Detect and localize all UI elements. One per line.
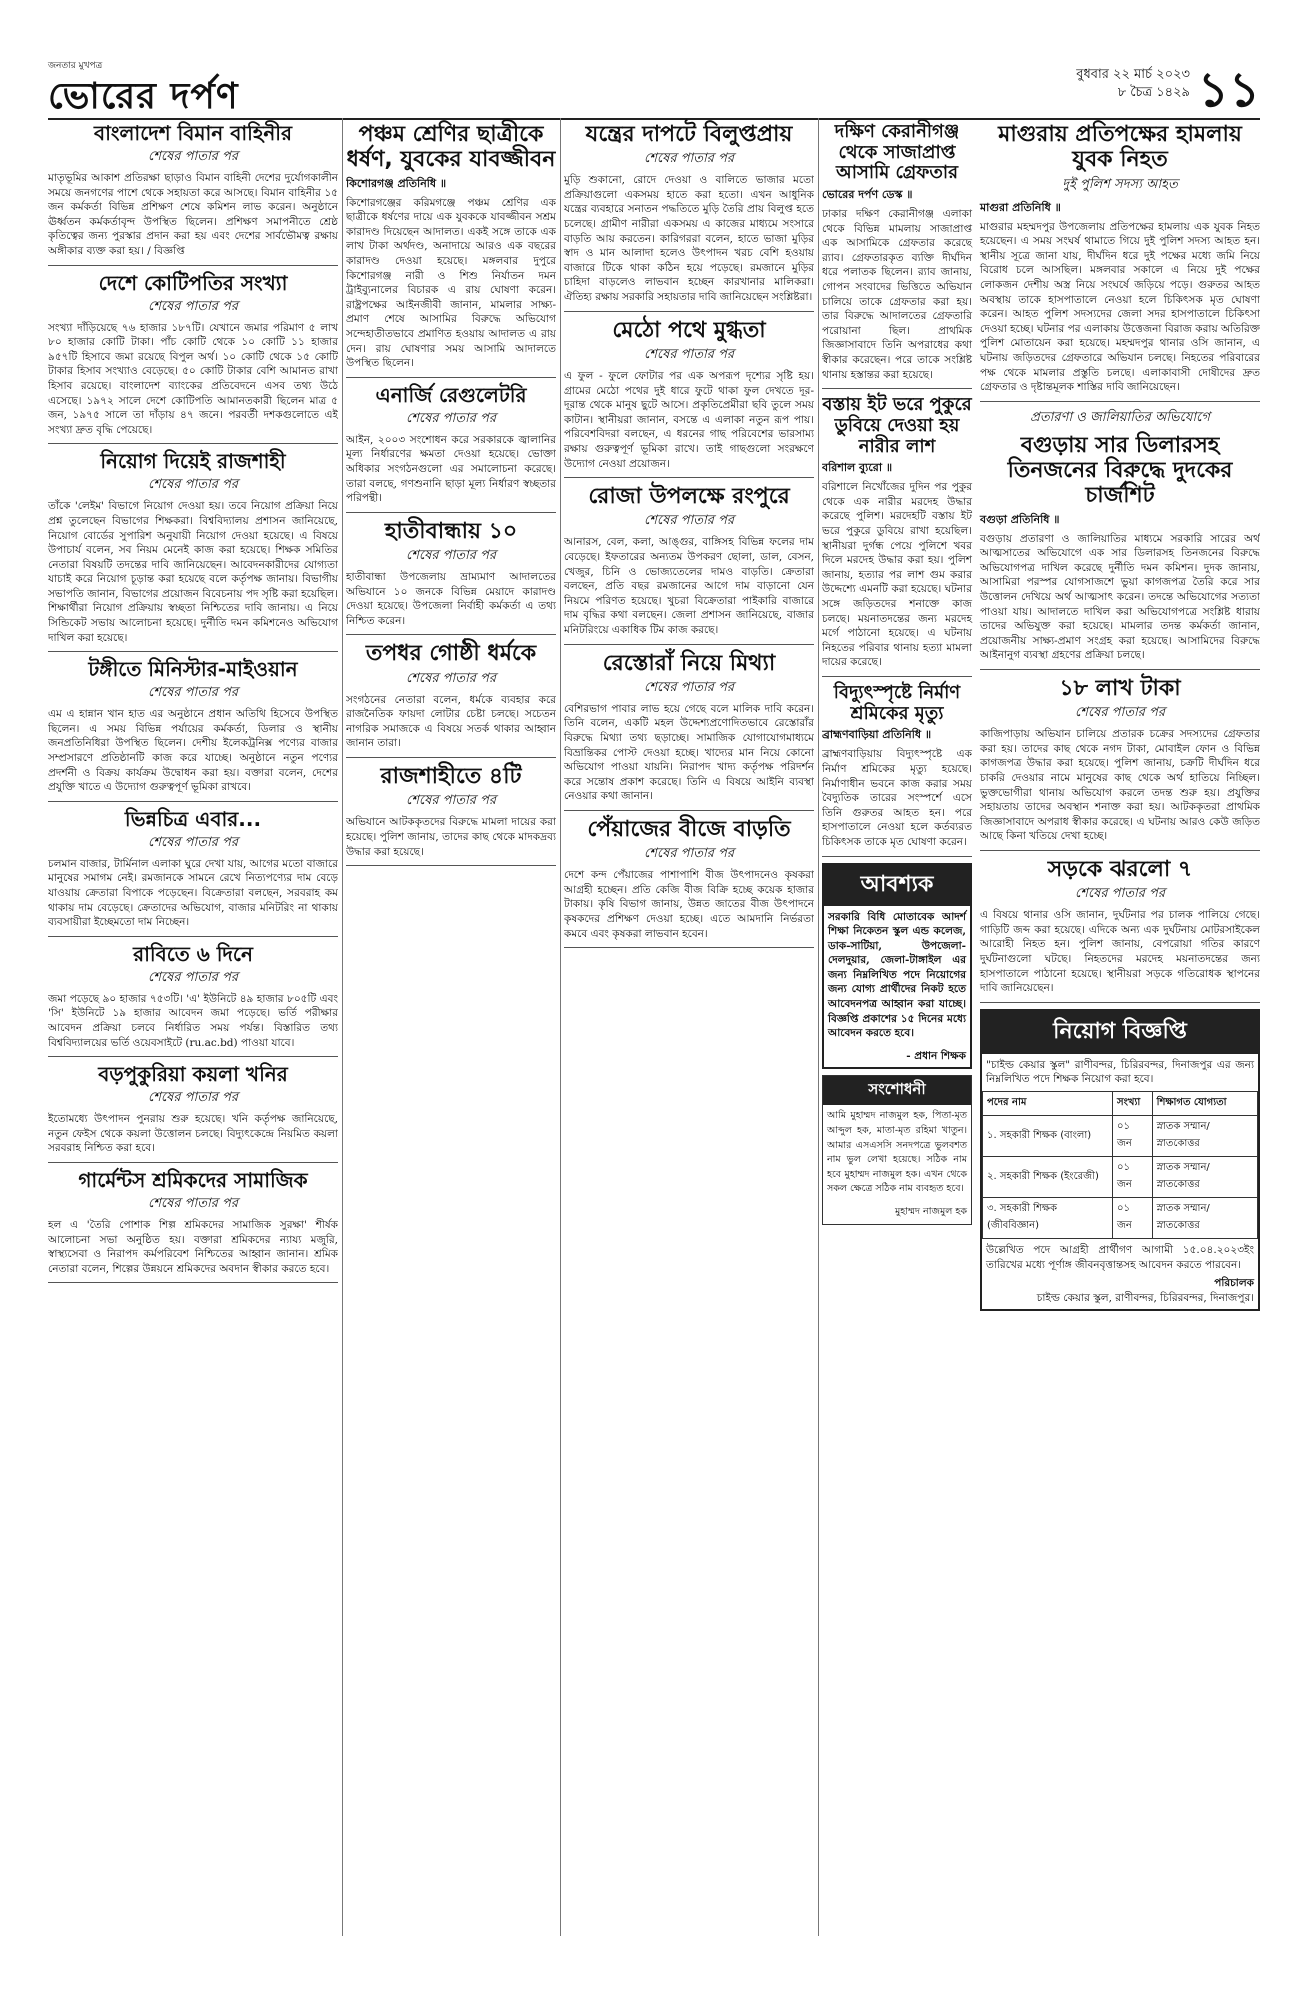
article-headline: রাজশাহীতে ৪টি	[380, 764, 522, 790]
article-continued: শেষের পাতার পর	[643, 346, 735, 362]
article-body: ঢাকার দক্ষিণ কেরানীগঞ্জ এলাকা থেকে বিভিন্ন মামলায় সাজাপ্রাপ্ত এক আসামিকে গ্রেফতার করেছে র‍্যাব। গ্রেফতারকৃত ব্যক্তি দীর্ঘদিন ধরে পলাতক ছিলেন। র‍্যাব জানায়, গোপন সংবাদের ভিত্তিতে অভিযান চালিয়ে তাকে গ্রেফতার করা হয়। তার বিরুদ্ধে আদালতের গ্রেফতারি পরোয়ানা ছিল। প্রাথমিক জিজ্ঞাসাবাদে তিনি অপরাধের কথা স্বীকার করেছেন। পরে তাকে সংশ্লিষ্ট থানায় হস্তান্তর করা হয়েছে।	[822, 208, 972, 381]
tagline: জনতার মুখপত্র	[48, 61, 103, 71]
article	[980, 122, 1260, 402]
article-headline: বাংলাদেশ বিমান বাহিনীর	[93, 121, 293, 145]
article	[48, 122, 338, 266]
article-headline: মাগুরায় প্রতিপক্ষের হামলায় যুবক নিহত	[998, 122, 1242, 173]
article-continued: শেষের পাতার পর	[1074, 705, 1166, 721]
article-body: ইতোমধ্যে উৎপাদন পুনরায় শুরু হয়েছে। খনি কর্তৃপক্ষ জানিয়েছে, নতুন ফেইস থেকে কয়লা উত্তোলন চলছে। বিদ্যুৎকেন্দ্রে নিয়মিত কয়লা সরবরাহ নিশ্চিত করা হবে।	[48, 1113, 338, 1155]
article-headline: দেশে কোটিপতির সংখ্যা	[98, 270, 288, 295]
table-row	[983, 1157, 1258, 1198]
table-cell: স্নাতক সম্মান/ স্নাতকোত্তর	[1152, 1157, 1257, 1198]
article-body: বেশিরভাগ পাবার লাভ হয়ে গেছে বলে মালিক দাবি করেন। তিনি বলেন, একটি মহল উদ্দেশ্যপ্রণোদিতভাবে রেস্তোরাঁর বিরুদ্ধে মিথ্যা তথ্য ছড়াচ্ছে। সামাজিক যোগাযোগমাধ্যমে বিভ্রান্তিকর পোস্ট দেওয়া হচ্ছে। খাদ্যের মান নিয়ে কোনো অভিযোগ পাওয়া যায়নি। নিরাপদ খাদ্য কর্তৃপক্ষ পরিদর্শন করে সন্তোষ প্রকাশ করেছে। তিনি এ বিষয়ে আইনি ব্যবস্থা নেওয়ার কথা জানান।	[564, 702, 814, 803]
article	[564, 122, 814, 312]
article-body: এ বিষয়ে থানার ওসি জানান, দুর্ঘটনার পর চালক পালিয়ে গেছে। গাড়িটি জব্দ করা হয়েছে। এদিকে অন্য এক দুর্ঘটনায় মোটরসাইকেল আরোহী নিহত হন। পুলিশ জানায়, বেপরোয়া গতির কারণে দুর্ঘটনাগুলো ঘটছে। নিহতদের মরদেহ ময়নাতদন্তের জন্য হাসপাতালে পাঠানো হয়েছে। স্থানীয়রা সড়কে গতিরোধক স্থাপনের দাবি জানিয়েছেন।	[980, 909, 1260, 995]
table-cell: ২. সহকারী শিক্ষক (ইংরেজী)	[983, 1157, 1113, 1198]
classified-signature: - প্রধান শিক্ষক	[906, 1049, 966, 1062]
notice-intro: "চাইল্ড কেয়ার স্কুল" রাণীবন্দর, চিরিরবন্দর, দিনাজপুর এর জন্য নিম্নলিখিত পদে শিক্ষক নিয়োগ করা হবে।	[986, 1058, 1254, 1086]
article-continued: শেষের পাতার পর	[147, 969, 239, 985]
article-continued: শেষের পাতার পর	[147, 685, 239, 701]
article-body: হাতীবান্ধা উপজেলায় ভ্রাম্যমাণ আদালতের অভিযানে ১০ জনকে বিভিন্ন মেয়াদে কারাদণ্ড দেওয়া হয়েছে। উপজেলা নির্বাহী কর্মকর্তা এ তথ্য নিশ্চিত করেন।	[346, 570, 556, 627]
correction-body: আমি মুহাম্মদ নাজমুল হক, পিতা-মৃত আব্দুল হক, মাতা-মৃত রহিমা খাতুন। আমার এসএসসি সনদপত্রে ভুলবশত নাম ভুল লেখা হয়েছে। সঠিক নাম হবে মুহাম্মদ নাজমুল হক। এখন থেকে সকল ক্ষেত্রে সঠিক নাম ব্যবহৃত হবে।	[827, 1110, 967, 1195]
recruitment-notice	[980, 1009, 1260, 1312]
article-continued: শেষের পাতার পর	[147, 1090, 239, 1106]
article	[822, 122, 972, 389]
column-3	[564, 118, 814, 1936]
article-headline: তপধর গোষ্ঠী ধর্মকে	[365, 641, 537, 667]
table-cell: স্নাতক সম্মান/ স্নাতকোত্তর	[1152, 1198, 1257, 1239]
article-headline: এনার্জি রেগুলেটরি	[375, 382, 527, 407]
article-body: বগুড়ায় প্রতারণা ও জালিয়াতির মাধ্যমে সরকারি সারের অর্থ আত্মসাতের অভিযোগে এক সার ডিলারসহ তিনজনের বিরুদ্ধে অভিযোগপত্র দাখিল করেছে দুর্নীতি দমন কমিশন। দুদক জানায়, আসামিরা পরস্পর যোগসাজশে ভুয়া কাগজপত্র তৈরি করে সার উত্তোলন দেখিয়ে অর্থ আত্মসাৎ করেন। তদন্তে অভিযোগের সত্যতা পাওয়া যায়। আদালতে দাখিল করা অভিযোগপত্রে সংশ্লিষ্ট ধারায় তাদের অভিযুক্ত করা হয়েছে। মামলার তদন্ত কর্মকর্তা জানান, প্রয়োজনীয় সাক্ষ্য-প্রমাণ সংগ্রহ করা হয়েছে। আসামিদের বিরুদ্ধে আইনানুগ ব্যবস্থা গ্রহণের প্রক্রিয়া চলছে।	[980, 532, 1260, 662]
article-continued: শেষের পাতার পর	[147, 1195, 239, 1211]
article-body: আনারস, বেল, কলা, আঙ্গুর, বাঙ্গিসহ বিভিন্ন ফলের দাম বেড়েছে। ইফতারের অন্যতম উপকরণ ছোলা, ডাল, বেসন, খেজুর, চিনি ও ভোজ্যতেলের দামও বাড়তি। ক্রেতারা বলছেন, প্রতি বছর রমজানের আগে দাম বাড়ানো যেন নিয়মে পরিণত হয়েছে। খুচরা বিক্রেতারা পাইকারি বাজারে দাম বৃদ্ধির কথা বলছেন। জেলা প্রশাসন জানিয়েছে, বাজার মনিটরিংয়ে একাধিক টিম কাজ করছে।	[564, 536, 814, 636]
article-continued: শেষের পাতার পর	[405, 547, 497, 563]
article	[48, 808, 338, 937]
article-body: বরিশালে নিখোঁজের দুদিন পর পুকুর থেকে এক নারীর মরদেহ উদ্ধার করেছে পুলিশ। মরদেহটি বস্তায় ইট ভরে পুকুরে ডুবিয়ে রাখা হয়েছিল। স্থানীয়রা দুর্গন্ধ পেয়ে পুলিশে খবর দিলে মরদেহ উদ্ধার করা হয়। পুলিশ জানায়, হত্যার পর লাশ গুম করার উদ্দেশ্যে এমনটি করা হয়েছে। ঘটনার সঙ্গে জড়িতদের শনাক্তে কাজ চলছে। ময়নাতদন্তের জন্য মরদেহ মর্গে পাঠানো হয়েছে। এ ঘটনায় নিহতের পরিবার থানায় হত্যা মামলা দায়ের করেছে।	[822, 481, 972, 669]
article-body: অভিযানে আটককৃতদের বিরুদ্ধে মামলা দায়ের করা হয়েছে। পুলিশ জানায়, তাদের কাছ থেকে মাদকদ্রব্য উদ্ধার করা হয়েছে।	[346, 816, 556, 858]
article-continued: শেষের পাতার পর	[643, 679, 735, 695]
article-continued: শেষের পাতার পর	[1074, 886, 1166, 902]
table-header: সংখ্যা	[1112, 1092, 1152, 1116]
article-body: হল এ 'তৈরি পোশাক শিল্প শ্রমিকদের সামাজিক সুরক্ষা' শীর্ষক আলোচনা সভা অনুষ্ঠিত হয়। বক্তারা শ্রমিকদের ন্যায্য মজুরি, স্বাস্থ্যসেবা ও নিরাপদ কর্মপরিবেশ নিশ্চিতের আহ্বান জানান। শ্রমিক নেতারা বলেন, শিল্পের উন্নয়নে শ্রমিকদের অবদান স্বীকার করতে হবে।	[48, 1218, 338, 1275]
article-byline: বরিশাল ব্যুরো ॥	[822, 461, 893, 475]
article-body: তাঁকে 'লেইম' বিভাগে নিয়োগ দেওয়া হয়। তবে নিয়োগ প্রক্রিয়া নিয়ে প্রশ্ন তুলেছেন বিভাগের শিক্ষকরা। বিশ্ববিদ্যালয় প্রশাসন জানিয়েছে, নিয়োগ বোর্ডের সুপারিশ অনুযায়ী নিয়োগ দেওয়া হয়েছে। এ বিষয়ে উপাচার্য বলেন, সব নিয়ম মেনেই কাজ করা হয়েছে। শিক্ষক সমিতির নেতারা বিষয়টি তদন্তের দাবি জানিয়েছেন। আবেদনকারীদের যোগ্যতা যাচাই করে নিয়োগ চূড়ান্ত করা হয়েছে বলে কর্তৃপক্ষ জানায়। বিভাগীয় সভাপতি জানান, বিভাগের প্রয়োজন বিবেচনায় পদ সৃষ্টি করা হয়েছিল। শিক্ষার্থীরা নিয়োগ প্রক্রিয়ায় স্বচ্ছতা নিশ্চিতের দাবি জানায়। এ নিয়ে সিন্ডিকেট সভায় আলোচনা হয়েছে। দুর্নীতি দমন কমিশনেও অভিযোগ দাখিল করা হয়েছে।	[48, 500, 338, 644]
column-4-left	[822, 118, 972, 1225]
article-headline: পঞ্চম শ্রেণির ছাত্রীকে ধর্ষণ, যুবকের যাবজ্জীবন	[346, 122, 556, 173]
article-body: সংগঠনের নেতারা বলেন, ধর্মকে ব্যবহার করে রাজনৈতিক ফায়দা লোটার চেষ্টা চলছে। সচেতন নাগরিক সমাজকে এ বিষয়ে সতর্ক থাকার আহ্বান জানান তারা।	[346, 693, 556, 750]
article-continued: শেষের পাতার পর	[405, 670, 497, 686]
article-continued: শেষের পাতার পর	[643, 151, 735, 167]
article	[980, 676, 1260, 851]
column-1	[48, 118, 338, 1936]
notice-signatory-address: চাইল্ড কেয়ার স্কুল, রাণীবন্দর, চিরিরবন্দর, দিনাজপুর।	[1036, 1291, 1254, 1304]
article-headline: রাবিতে ৬ দিনে	[133, 941, 253, 966]
table-cell: ০১ জন	[1112, 1198, 1152, 1239]
notice-title: নিয়োগ বিজ্ঞপ্তি	[982, 1011, 1258, 1054]
table-row	[983, 1116, 1258, 1157]
table-header-row	[983, 1092, 1258, 1116]
article-body: এ ফুল - ফুলে ফোটার পর এক অপরূপ দৃশ্যের সৃষ্টি হয়। গ্রামের মেঠো পথের দুই ধারে ফুটে থাকা ফুল দেখতে দূর-দূরান্ত থেকে মানুষ ছুটে আসে। প্রকৃতিপ্রেমীরা ছবি তুলে সময় কাটান। স্থানীয়রা জানান, বসন্তে এ এলাকা নতুন রূপ পায়। পরিবেশবিদরা বলছেন, এ ধরনের গাছ পরিবেশের ভারসাম্য রক্ষায় গুরুত্বপূর্ণ ভূমিকা রাখে। তাই গাছগুলো সংরক্ষণে উদ্যোগ নেওয়া প্রয়োজন।	[564, 369, 814, 470]
table-cell: ৩. সহকারী শিক্ষক (জীববিজ্ঞান)	[983, 1198, 1113, 1239]
classified-title: আবশ্যক	[824, 865, 970, 906]
article-headline: ভিন্নচিত্র এবার...	[124, 806, 262, 831]
article	[980, 408, 1260, 670]
article-body: সংখ্যা দাঁড়িয়েছে ৭৬ হাজার ১৮৭টি। যেখানে জমার পরিমাণ ৫ লাখ ৮০ হাজার কোটি টাকা। পাঁচ কোটি থেকে ১০ কোটি ১১ হাজার ৯৫৭টি হিসাবে জমা রয়েছে বিপুল অর্থ। ১০ কোটি থেকে ১৫ কোটি টাকার হিসাব সংখ্যাও বেড়েছে। ৫০ কোটি টাকার বেশি আমানত রাখা হিসাব রয়েছে। বাংলাদেশ ব্যাংকের প্রতিবেদনে এসব তথ্য উঠে এসেছে। ১৯৭২ সালে দেশে কোটিপতি আমানতকারী ছিলেন মাত্র ৫ জন, ১৯৭৫ সালে তা দাঁড়ায় ৪৭ জনে। পরবর্তী দশকগুলোতে এই সংখ্যা দ্রুত বৃদ্ধি পেয়েছে।	[48, 321, 338, 436]
article-headline: বিদ্যুৎস্পৃষ্টে নির্মাণ শ্রমিকের মৃত্যু	[833, 681, 961, 724]
article-headline: ১৮ লাখ টাকা	[1059, 675, 1181, 701]
article-continued: শেষের পাতার পর	[147, 477, 239, 493]
column-divider	[818, 118, 819, 1936]
article-continued: শেষের পাতার পর	[405, 793, 497, 809]
masthead	[48, 58, 1260, 120]
article-headline: পেঁয়াজের বীজে বাড়তি	[587, 817, 791, 842]
article-headline: মেঠো পথে মুগ্ধতা	[612, 317, 766, 343]
table-cell: ১. সহকারী শিক্ষক (বাংলা)	[983, 1116, 1113, 1157]
article-headline: সড়কে ঝরলো ৭	[1047, 857, 1193, 882]
column-divider	[342, 118, 343, 1936]
article	[346, 519, 556, 636]
article-headline: যন্ত্রের দাপটে বিলুপ্তপ্রায়	[585, 122, 793, 147]
date-bengali: ৮ চৈত্র ১৪২৯	[1117, 85, 1190, 100]
article-body: এম এ হান্নান খান হাত এর অনুষ্ঠানে প্রধান অতিথি হিসেবে উপস্থিত ছিলেন। এ সময় বিভিন্ন পর্যায়ের কর্মকর্তা, ডিলার ও স্থানীয় জনপ্রতিনিধিরা উপস্থিত ছিলেন। দেশীয় ইলেকট্রনিক্স পণ্যের বাজার সম্প্রসারণে প্রতিষ্ঠানটি কাজ করে যাচ্ছে। অনুষ্ঠানে নতুন পণ্যের প্রদর্শনী ও বিক্রয় কার্যক্রম উদ্বোধন করা হয়। বক্তারা বলেন, দেশের প্রযুক্তি খাতে এ উদ্যোগ গুরুত্বপূর্ণ ভূমিকা রাখবে।	[48, 708, 338, 794]
article	[980, 857, 1260, 1003]
column-4	[822, 118, 1260, 1936]
article-continued: শেষের পাতার পর	[643, 846, 735, 862]
article-headline: বস্তায় ইট ভরে পুকুরে ডুবিয়ে দেওয়া হয় নারীর লাশ	[822, 394, 972, 457]
article-body: মুড়ি শুকানো, রোদে দেওয়া ও বালিতে ভাজার মতো প্রক্রিয়াগুলো একসময় হাতে করা হতো। এখন আধুনিক যন্ত্রের ব্যবহারে সনাতন পদ্ধতিতে মুড়ি তৈরি প্রায় বিলুপ্ত হতে চলেছে। গ্রামীণ নারীরা একসময় এ কাজের মাধ্যমে সংসারে বাড়তি আয় করতেন। কারিগররা বলেন, হাতে ভাজা মুড়ির স্বাদ ও মান আলাদা হলেও উৎপাদন খরচ বেশি হওয়ায় বাজারে টিকে থাকা কঠিন হয়ে পড়েছে। রমজানে মুড়ির চাহিদা বাড়লেও লাভবান হচ্ছেন কারখানার মালিকরা। ঐতিহ্য রক্ষায় সরকারি সহায়তার দাবি জানিয়েছেন সংশ্লিষ্টরা।	[564, 174, 814, 304]
article-body: মাগুরার মহম্মদপুর উপজেলায় প্রতিপক্ষের হামলায় এক যুবক নিহত হয়েছেন। এ সময় সংঘর্ষ থামাতে গিয়ে দুই পুলিশ সদস্য আহত হন। স্থানীয় সূত্রে জানা যায়, দীর্ঘদিন ধরে দুই পক্ষের মধ্যে জমি নিয়ে বিরোধ চলে আসছিল। মঙ্গলবার সকালে এ নিয়ে দুই পক্ষের লোকজন দেশীয় অস্ত্র নিয়ে সংঘর্ষে জড়িয়ে পড়ে। গুরুতর আহত অবস্থায় তাকে হাসপাতালে নেওয়া হলে চিকিৎসক মৃত ঘোষণা করেন। আহত পুলিশ সদস্যদের জেলা সদর হাসপাতালে চিকিৎসা দেওয়া হচ্ছে। ঘটনার পর এলাকায় উত্তেজনা বিরাজ করায় অতিরিক্ত পুলিশ মোতায়েন করা হয়েছে। মহম্মদপুর থানার ওসি জানান, এ ঘটনায় জড়িতদের গ্রেফতারে অভিযান চলছে। নিহতের পরিবারের পক্ষ থেকে মামলার প্রস্তুতি চলছে। এলাকাবাসী দোষীদের দ্রুত গ্রেফতার ও দৃষ্টান্তমূলক শাস্তির দাবি জানিয়েছেন।	[980, 220, 1260, 394]
classified-body: সরকারি বিধি মোতাবেক আদর্শ শিক্ষা নিকেতন স্কুল এন্ড কলেজ, ডাক-সাটিয়া, উপজেলা-দেলদুয়ার, জেলা-টাঙ্গাইল এর জন্য নিম্নলিখিত পদে নিয়োগের জন্য যোগ্য প্রার্থীদের নিকট হতে আবেদনপত্র আহ্বান করা যাচ্ছে। বিজ্ঞপ্তি প্রকাশের ১৫ দিনের মধ্যে আবেদন করতে হবে।	[828, 910, 966, 1040]
article	[48, 272, 338, 445]
article-body: কিশোরগঞ্জের করিমগঞ্জে পঞ্চম শ্রেণির এক ছাত্রীকে ধর্ষণের দায়ে এক যুবককে যাবজ্জীবন সশ্রম কারাদণ্ড দিয়েছেন আদালত। একই সঙ্গে তাকে এক লাখ টাকা অর্থদণ্ড, অনাদায়ে আরও এক বছরের কারাদণ্ড দেওয়া হয়েছে। মঙ্গলবার দুপুরে কিশোরগঞ্জ নারী ও শিশু নির্যাতন দমন ট্রাইব্যুনালের বিচারক এ রায় ঘোষণা করেন। রাষ্ট্রপক্ষের আইনজীবী জানান, মামলার সাক্ষ্য-প্রমাণ শেষে আসামির বিরুদ্ধে অভিযোগ সন্দেহাতীতভাবে প্রমাণিত হওয়ায় আদালত এ রায় দেন। রায় ঘোষণার সময় আসামি আদালতে উপস্থিত ছিলেন।	[346, 196, 556, 370]
article	[48, 450, 338, 652]
article	[564, 484, 814, 644]
article	[564, 817, 814, 948]
article-body: ব্রাহ্মণবাড়িয়ায় বিদ্যুৎস্পৃষ্টে এক নির্মাণ শ্রমিকের মৃত্যু হয়েছে। নির্মাণাধীন ভবনে কাজ করার সময় বৈদ্যুতিক তারের সংস্পর্শে এসে তিনি গুরুতর আহত হন। পরে হাসপাতালে নেওয়া হলে কর্তব্যরত চিকিৎসক তাকে মৃত ঘোষণা করেন।	[822, 748, 972, 848]
article-body: মাতৃভূমির আকাশ প্রতিরক্ষা ছাড়াও বিমান বাহিনী দেশের দুর্যোগকালীন সময়ে জনগণের পাশে থেকে সহায়তা করে আসছে। বিমান বাহিনীর ১৫ জন কর্মকর্তা বিভিন্ন প্রশিক্ষণ শেষে কমিশন লাভ করেন। অনুষ্ঠানে ঊর্ধ্বতন কর্মকর্তাবৃন্দ উপস্থিত ছিলেন। প্রশিক্ষণ সমাপনীতে শ্রেষ্ঠ কৃতিত্বের জন্য পুরস্কার প্রদান করা হয় এবং দেশের সার্বভৌমত্ব রক্ষায় অঙ্গীকার ব্যক্ত করা হয়। / বিজ্ঞপ্তি	[48, 172, 338, 257]
article-headline: নিয়োগ দিয়েই রাজশাহী	[100, 449, 286, 474]
article	[346, 384, 556, 513]
column-4-right	[980, 118, 1260, 1311]
article-byline: কিশোরগঞ্জ প্রতিনিধি ॥	[346, 176, 447, 190]
article-continued: শেষের পাতার পর	[147, 149, 239, 164]
article-byline: ব্রাহ্মণবাড়িয়া প্রতিনিধি ॥	[822, 728, 932, 742]
article-continued: শেষের পাতার পর	[405, 410, 497, 426]
correction-notice	[822, 1075, 972, 1224]
article-byline: ভোরের দর্পণ ডেস্ক ॥	[822, 188, 913, 202]
table-header: শিক্ষাগত যোগ্যতা	[1152, 1092, 1257, 1116]
article	[346, 641, 556, 758]
article-headline: বগুড়ায় সার ডিলারসহ তিনজনের বিরুদ্ধে দুদকের চার্জশিট	[1007, 432, 1233, 509]
article	[48, 943, 338, 1057]
article-headline: টঙ্গীতে মিনিস্টার-মাইওয়ান	[88, 657, 298, 682]
table-row	[983, 1198, 1258, 1239]
newspaper-name: ভোরের দর্পণ	[48, 76, 239, 117]
article-continued: শেষের পাতার পর	[147, 834, 239, 850]
article-subheadline: দুই পুলিশ সদস্য আহত	[1062, 176, 1178, 192]
article-headline: রোজা উপলক্ষে রংপুরে	[588, 484, 790, 510]
article-headline: রেস্তোরাঁ নিয়ে মিথ্যা	[602, 650, 776, 676]
article-body: আইন, ২০০৩ সংশোধন করে সরকারকে জ্বালানির মূল্য নির্ধারণের ক্ষমতা দেওয়া হয়েছে। ভোক্তা অধিকার সংগঠনগুলো এর সমালোচনা করেছে। তারা বলছে, গণশুনানি ছাড়া মূল্য নির্ধারণ স্বচ্ছতার পরিপন্থী।	[346, 433, 556, 505]
article-body: জমা পড়েছে ৯০ হাজার ৭৫৩টি। 'এ' ইউনিটে ৪৯ হাজার ৮০৫টি এবং 'সি' ইউনিটে ১৯ হাজার আবেদন জমা পড়েছে। ভর্তি পরীক্ষার আবেদন প্রক্রিয়া চলবে নির্ধারিত সময় পর্যন্ত। বিস্তারিত তথ্য বিশ্ববিদ্যালয়ের ভর্তি ওয়েবসাইটে (ru.ac.bd) পাওয়া যাবে।	[48, 992, 338, 1049]
article-headline: হাতীবান্ধায় ১০	[384, 518, 518, 544]
article-body: দেশে কন্দ পেঁয়াজের পাশাপাশি বীজ উৎপাদনেও কৃষকরা আগ্রহী হচ্ছেন। প্রতি কেজি বীজ বিক্রি হচ্ছে কয়েক হাজার টাকায়। কৃষি বিভাগ জানায়, উন্নত জাতের বীজ উৎপাদনে কৃষকদের প্রশিক্ষণ দেওয়া হচ্ছে। এতে আমদানি নির্ভরতা কমবে এবং কৃষকরা লাভবান হবেন।	[564, 869, 814, 940]
article	[48, 1169, 338, 1283]
article	[346, 122, 556, 378]
article-byline: মাগুরা প্রতিনিধি ॥	[980, 200, 1061, 214]
table-cell: ০১ জন	[1112, 1116, 1152, 1157]
article-headline: গার্মেন্টস শ্রমিকদের সামাজিক	[78, 1167, 308, 1192]
column-divider	[560, 118, 561, 1936]
article	[48, 658, 338, 802]
notice-signatory: পরিচালক	[1214, 1277, 1254, 1290]
notice-footer: উল্লেখিত পদে আগ্রহী প্রার্থীগণ আগামী ১৫.০৪.২০২৩ইং তারিখের মধ্যে পূর্ণাঙ্গ জীবনবৃত্তান্তসহ আবেদন করতে পারবেন।	[986, 1244, 1254, 1271]
article-body: চলমান বাজার, টার্মিনাল এলাকা ঘুরে দেখা যায়, আগের মতো বাজারে মানুষের সমাগম নেই। রমজানকে সামনে রেখে নিত্যপণ্যের দাম বেড়ে যাওয়ায় ক্রেতারা বিপাকে পড়েছেন। বিক্রেতারা বলছেন, সরবরাহ কম থাকায় দাম বেড়েছে। ক্রেতাদের অভিযোগ, বাজার মনিটরিং না থাকায় ব্যবসায়ীরা ইচ্ছেমতো দাম নিচ্ছেন।	[48, 857, 338, 929]
article-headline: দক্ষিণ কেরানীগঞ্জ থেকে সাজাপ্রাপ্ত আসামি গ্রেফতার	[834, 121, 960, 184]
table-cell: স্নাতক সম্মান/ স্নাতকোত্তর	[1152, 1116, 1257, 1157]
article	[48, 1063, 338, 1163]
article	[346, 764, 556, 866]
correction-title: সংশোধনী	[823, 1076, 971, 1105]
article-byline: বগুড়া প্রতিনিধি ॥	[980, 512, 1060, 526]
dateline	[1076, 66, 1190, 102]
page-number: ১১	[1197, 62, 1260, 118]
table-cell: ০১ জন	[1112, 1157, 1152, 1198]
article	[564, 651, 814, 811]
classified-wanted	[822, 863, 972, 1070]
article-continued: শেষের পাতার পর	[643, 513, 735, 529]
date-gregorian: বুধবার ২২ মার্চ ২০২৩	[1076, 67, 1190, 82]
article-body: কাজিপাড়ায় অভিযান চালিয়ে প্রতারক চক্রের সদস্যদের গ্রেফতার করা হয়। তাদের কাছ থেকে নগদ টাকা, মোবাইল ফোন ও বিভিন্ন কাগজপত্র উদ্ধার করা হয়েছে। পুলিশ জানায়, চক্রটি দীর্ঘদিন ধরে চাকরি দেওয়ার নামে মানুষের কাছ থেকে অর্থ হাতিয়ে নিচ্ছিল। ভুক্তভোগীরা থানায় অভিযোগ করলে তদন্ত শুরু হয়। প্রযুক্তির সহায়তায় তাদের অবস্থান শনাক্ত করা হয়। আটককৃতরা প্রাথমিক জিজ্ঞাসাবাদে অপরাধ স্বীকার করেছে। এ ঘটনায় আরও কেউ জড়িত আছে কিনা খতিয়ে দেখা হচ্ছে।	[980, 728, 1260, 843]
correction-signature: মুহাম্মদ নাজমুল হক	[894, 1206, 967, 1217]
column-2	[346, 118, 556, 1936]
article	[822, 683, 972, 857]
notice-table	[982, 1091, 1258, 1239]
article	[822, 395, 972, 677]
article-headline: বড়পুকুরিয়া কয়লা খনির	[98, 1062, 288, 1087]
table-header: পদের নাম	[983, 1092, 1113, 1116]
article	[564, 318, 814, 478]
article-subheadline: প্রতারণা ও জালিয়াতির অভিযোগে	[1030, 409, 1210, 425]
article-continued: শেষের পাতার পর	[147, 298, 239, 314]
